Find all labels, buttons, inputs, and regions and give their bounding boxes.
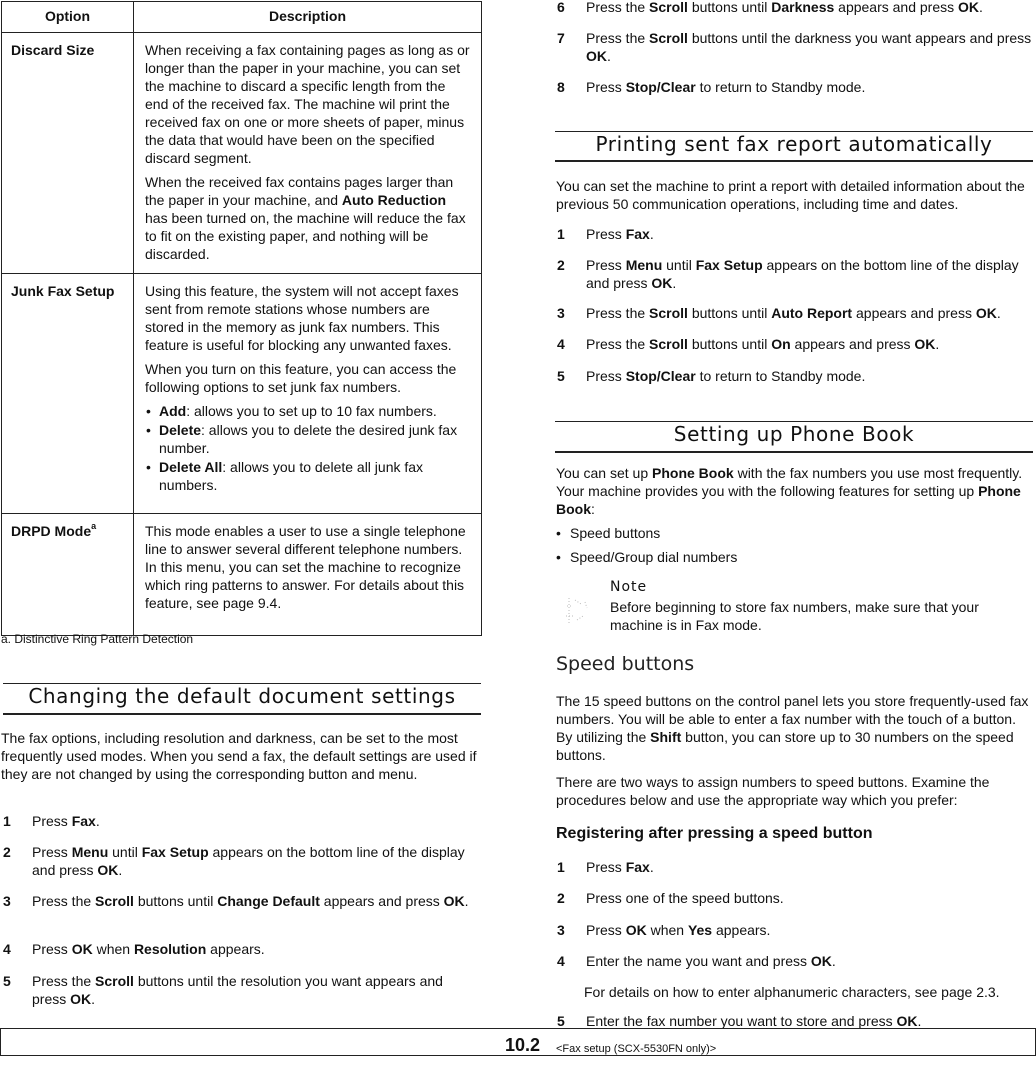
step-number: 3 — [557, 305, 565, 321]
printing-intro: You can set the machine to print a report with detailed information about the previous 50 communication operations, including time and dates. — [556, 178, 1025, 212]
step-text: Enter the fax number you want to store and press OK. — [586, 1013, 922, 1029]
step-number: 2 — [557, 890, 565, 906]
step-text: Press Menu until Fax Setup appears on the bottom line of the display and press OK. — [586, 257, 1019, 291]
step-number: 4 — [3, 941, 11, 957]
heading-rule-bottom — [555, 451, 1033, 453]
step-text: Press the Scroll buttons until the resolution you want appears and press OK. — [32, 973, 443, 1007]
note-label: Note — [610, 579, 648, 595]
heading-rule-bottom — [555, 160, 1033, 162]
step-text: Press the Scroll buttons until On appears and press OK. — [586, 336, 940, 352]
step-text: Press one of the speed buttons. — [586, 890, 784, 906]
step-text: Press the Scroll buttons until Darkness appears and press OK. — [586, 0, 983, 15]
list-item: • Speed/Group dial numbers — [570, 548, 737, 566]
subheading-registering: Registering after pressing a speed button — [556, 825, 873, 842]
step-number: 5 — [557, 1013, 565, 1029]
table-row — [2, 33, 482, 274]
heading-rule-bottom — [3, 713, 481, 715]
speed-paragraph-2: There are two ways to assign numbers to speed buttons. Examine the procedures below and use the appropriate way which you prefer: — [556, 774, 990, 808]
list-item: • Delete: allows you to delete the desired junk fax number. — [145, 421, 471, 457]
option-name: Junk Fax Setup — [2, 274, 134, 514]
page-number: 10.2 — [505, 1035, 541, 1055]
step-number: 4 — [557, 336, 565, 352]
step-4-detail: For details on how to enter alphanumeric characters, see page 2.3. — [584, 984, 1000, 1000]
table-row — [2, 274, 482, 514]
list-item: • Add: allows you to set up to 10 fax numbers. — [145, 402, 471, 420]
step-number: 7 — [557, 30, 565, 46]
step-text: Press OK when Yes appears. — [586, 922, 771, 938]
step-text: Press Menu until Fax Setup appears on the bottom line of the display and press OK. — [32, 844, 465, 878]
step-number: 3 — [557, 922, 565, 938]
step-text: Press Fax. — [586, 226, 654, 242]
step-text: Press the Scroll buttons until Auto Report appears and press OK. — [586, 305, 1001, 321]
step-number: 3 — [3, 893, 11, 909]
option-description: When receiving a fax containing pages as long as or longer than the paper in your machine, you can set the machine to discard a specific length from the end of the received fax. The machine wil print the received fax on one or more sheets of paper, minus the data that would have been on the specified discard segment. When the received fax contains pages larger than the paper in your machine, and Auto Reduction has been turned on, the machine will reduce the fax to fit on the existing paper, and nothing will be discarded. — [134, 33, 482, 274]
step-text: Press the Scroll buttons until Change Default appears and press OK. — [32, 893, 469, 909]
option-description: This mode enables a user to use a single telephone line to answer several different telephone numbers. In this menu, you can set the machine to recognize which ring patterns to answer. For details about this feature, see page 9.4. — [134, 514, 482, 636]
step-text: Press Stop/Clear to return to Standby mode. — [586, 79, 866, 95]
option-name: DRPD Mode$^a$ — [2, 514, 134, 636]
phonebook-intro: You can set up Phone Book with the fax numbers you use most frequently. Your machine provides you with the following features for setting up Phone Book: — [556, 465, 1023, 517]
step-text: Press OK when Resolution appears. — [32, 941, 265, 957]
step-number: 1 — [557, 859, 565, 875]
section-heading-printing: Printing sent fax report automatically — [595, 132, 993, 156]
step-number: 1 — [3, 813, 11, 829]
note-icon — [563, 596, 599, 626]
step-number: 1 — [557, 226, 565, 242]
section-heading-speed: Speed buttons — [556, 653, 695, 675]
page-title: <Fax setup (SCX-5530FN only)> — [556, 1043, 717, 1055]
changing-intro: The fax options, including resolution and darkness, can be set to the most frequently used modes. When you send a fax, the default settings are used if they are not changed by using the corresponding button and menu. — [1, 730, 477, 782]
list-item: • Speed buttons — [570, 524, 660, 542]
header-option: Option — [2, 2, 134, 33]
step-number: 2 — [3, 844, 11, 860]
step-text: Press Fax. — [586, 859, 654, 875]
list-item: • Delete All: allows you to delete all junk fax numbers. — [145, 458, 471, 494]
option-description: Using this feature, the system will not accept faxes sent from remote stations whose numbers are stored in the memory as junk fax numbers. This feature is useful for blocking any unwanted faxes. When you turn on this feature, you can access the following options to set junk fax numbers. • Add: allows you to set up to 10 fax numbers. • Delete: allows you to delete the desired junk fax number. • Delete All: allows you to delete all junk fax numbers. — [134, 274, 482, 514]
junk-options-list — [145, 402, 471, 494]
step-number: 4 — [557, 953, 565, 969]
step-text: Press Stop/Clear to return to Standby mode. — [586, 368, 866, 384]
step-number: 5 — [557, 368, 565, 384]
step-text: Enter the name you want and press OK. — [586, 953, 836, 969]
table-footnote: a. Distinctive Ring Pattern Detection — [1, 632, 194, 646]
step-text: Press Fax. — [32, 813, 100, 829]
step-number: 6 — [557, 0, 565, 15]
step-number: 8 — [557, 79, 565, 95]
note-text: Before beginning to store fax numbers, make sure that your machine is in Fax mode. — [610, 599, 979, 633]
table-row — [2, 514, 482, 636]
options-table — [1, 1, 482, 636]
section-heading-phonebook: Setting up Phone Book — [673, 422, 915, 446]
step-number: 5 — [3, 973, 11, 989]
table-header-row — [2, 2, 482, 33]
header-description: Description — [134, 2, 482, 33]
step-number: 2 — [557, 257, 565, 273]
section-heading-changing: Changing the default document settings — [28, 684, 456, 708]
step-text: Press the Scroll buttons until the darkness you want appears and press OK. — [586, 30, 1032, 64]
speed-paragraph-1: The 15 speed buttons on the control panel lets you store frequently-used fax numbers. You will be able to enter a fax number with the touch of a button. By utilizing the Shift button, you can store up to 30 numbers on the speed buttons. — [556, 693, 1029, 763]
option-name: Discard Size — [2, 33, 134, 274]
